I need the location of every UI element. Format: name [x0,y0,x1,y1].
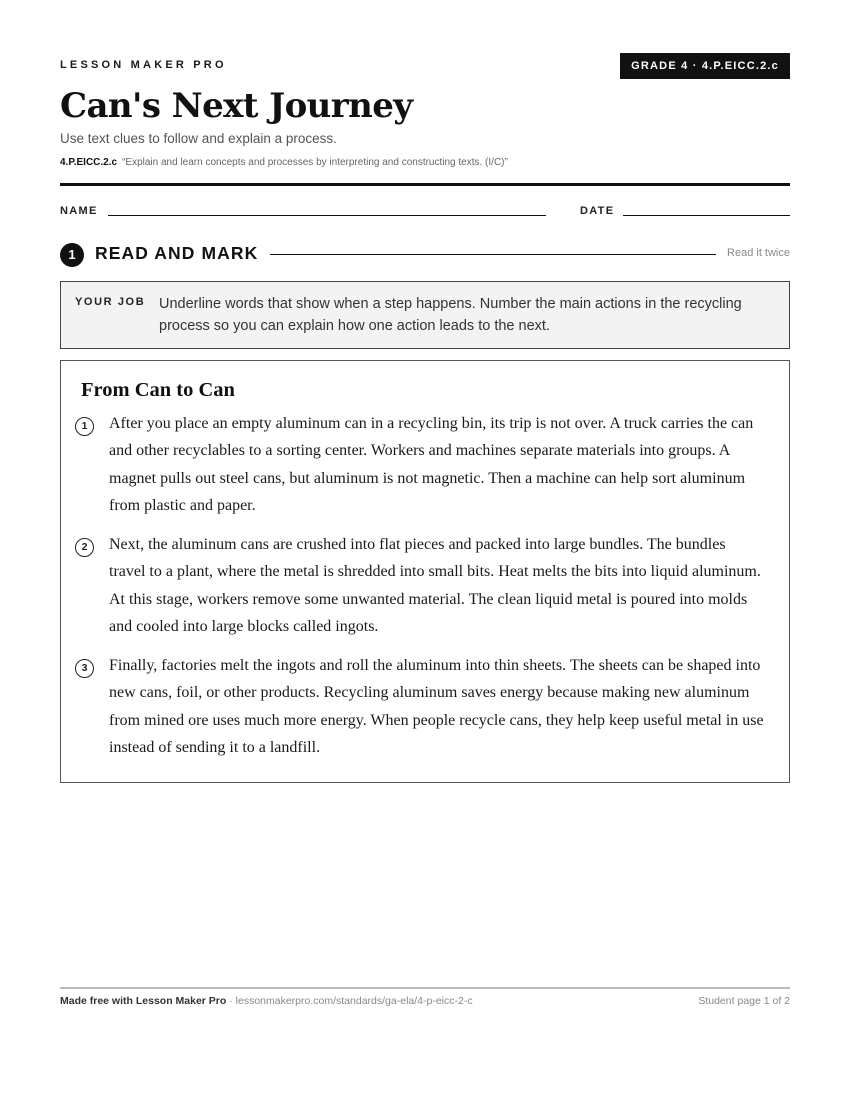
name-label: NAME [60,205,98,217]
section-rule [270,254,716,255]
standard-description: “Explain and learn concepts and processes by interpreting and constructing texts. (I/C)” [122,157,508,168]
paragraph-number-badge: 3 [75,659,94,678]
paragraph-text: Next, the aluminum cans are crushed into flat pieces and packed into large bundles. The bundles travel to a plant, where the metal is shredded into small bits. Heat melts the bits into liquid aluminum. At this stage, workers remove some unwanted material. The clean liquid metal is poured into molds and cooled into large blocks called ingots. [109,536,761,635]
section-header [60,242,790,266]
your-job-box [60,281,790,349]
paragraph-text: Finally, factories melt the ingots and roll the aluminum into thin sheets. The sheets can be shaped into new cans, foil, or other products. Recycling aluminum saves energy because making new aluminum from mined ore uses much more energy. When people recycle cans, they help keep useful metal in use instead of sending it to a landfill. [109,657,764,756]
your-job-label: YOUR JOB [75,296,146,308]
brand-name: LESSON MAKER PRO [60,59,227,71]
section-hint: Read it twice [727,247,790,259]
standard-code: 4.P.EICC.2.c [60,157,118,168]
footer-url[interactable]: · lessonmakerpro.com/standards/ga-ela/4-p-eicc-2-c [229,995,473,1007]
grade-badge: GRADE 4 · 4.P.EICC.2.c [620,53,790,79]
standard-line [60,157,508,168]
paragraph-text: After you place an empty aluminum can in a recycling bin, its trip is not over. A truck carries the can and other recyclables to a sorting center. Workers and machines separate materials into groups. A magnet pulls out steel cans, but aluminum is not magnetic. Then a machine can help sort aluminum from plastic and paper. [109,415,754,514]
worksheet-page [60,0,790,1100]
name-field[interactable] [108,215,546,216]
footer-page-number: Student page 1 of 2 [698,995,790,1007]
page-subtitle: Use text clues to follow and explain a process. [60,131,337,146]
your-job-instructions: Underline words that show when a step happens. Number the main actions in the recycling process so you can explain how one action leads to the next. [159,296,742,334]
passage-title: From Can to Can [81,379,235,401]
paragraph-number-badge: 2 [75,538,94,557]
date-field[interactable] [623,215,790,216]
section-title: READ AND MARK [95,243,259,263]
page-title: Can's Next Journey [60,86,413,126]
header-divider [60,183,790,186]
footer-credit [60,995,473,1007]
date-label: DATE [580,205,615,217]
footer-divider [60,987,790,989]
paragraph-number-badge: 1 [75,417,94,436]
reading-passage [60,360,790,783]
section-number-badge: 1 [60,243,84,267]
footer-made-with: Made free with Lesson Maker Pro [60,995,227,1007]
